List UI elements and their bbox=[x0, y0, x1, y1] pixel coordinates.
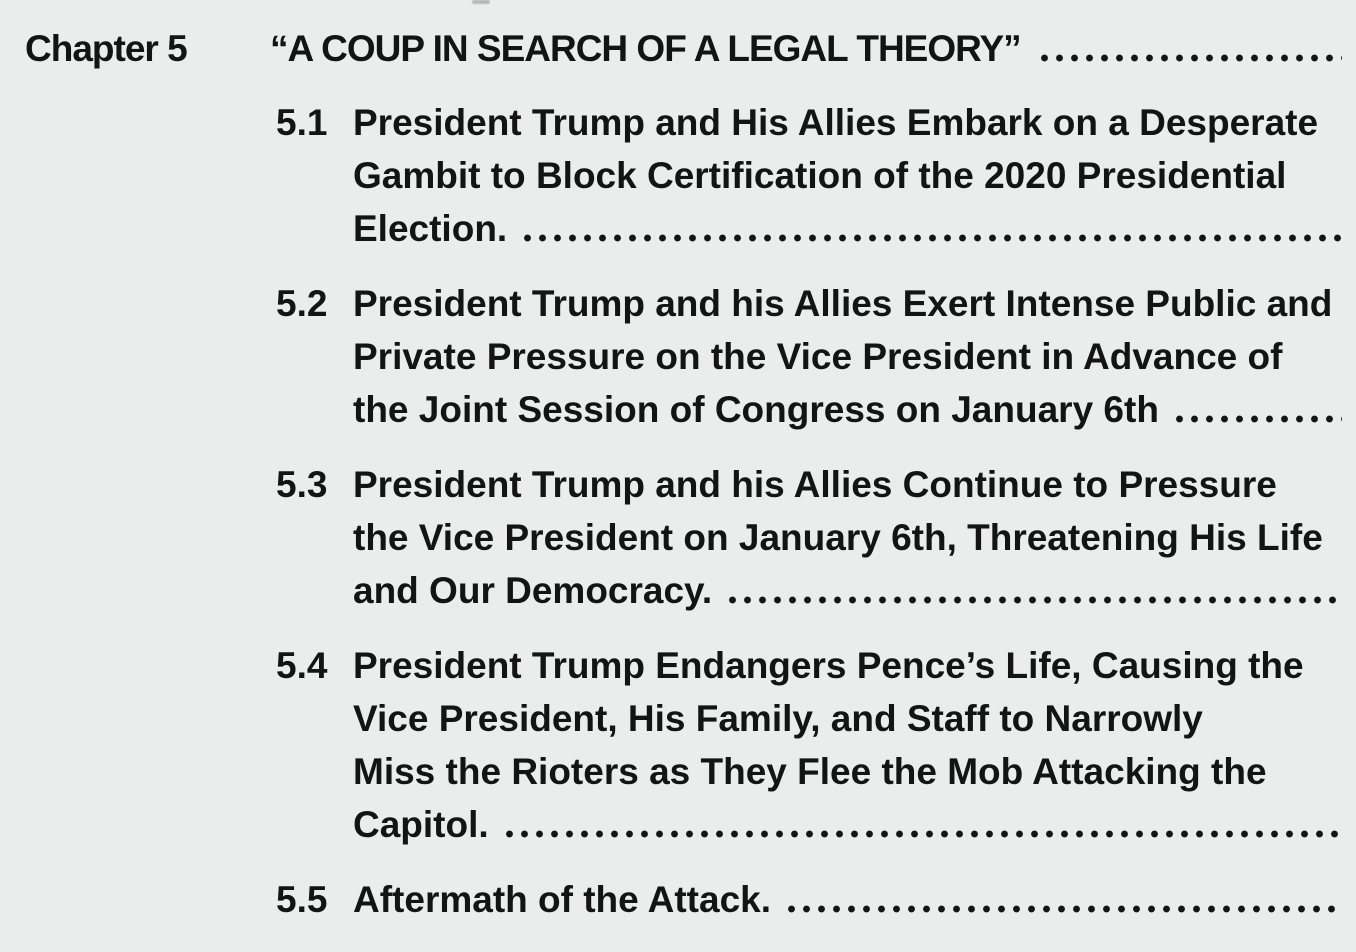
section-title-line: Aftermath of the Attack. bbox=[353, 879, 772, 920]
section-title-last-line bbox=[353, 798, 1342, 851]
section-title-line: President Trump and his Allies Continue to Pressure bbox=[353, 464, 1277, 505]
section-title-line: the Joint Session of Congress on January 6th bbox=[353, 389, 1159, 430]
leader-dots bbox=[1172, 415, 1342, 423]
scan-artifact bbox=[472, 0, 490, 4]
section-title bbox=[353, 96, 1342, 255]
section-number: 5.3 bbox=[276, 464, 328, 505]
section-title bbox=[353, 458, 1342, 617]
section-title-line: Capitol. bbox=[353, 804, 489, 845]
section-title-line: Private Pressure on the Vice President in Advance of bbox=[353, 336, 1283, 377]
section-title-line: President Trump and His Allies Embark on a Desperate bbox=[353, 102, 1319, 143]
section-number: 5.4 bbox=[276, 645, 328, 686]
chapter-title: “A COUP IN SEARCH OF A LEGAL THEORY” bbox=[270, 28, 1021, 69]
section-title-line: Vice President, His Family, and Staff to Narrowly bbox=[353, 698, 1203, 739]
toc-chapter-row bbox=[25, 24, 1342, 74]
leader-dots bbox=[502, 830, 1342, 838]
section-title-line: Miss the Rioters as They Flee the Mob Attacking the bbox=[353, 751, 1267, 792]
section-title-last-line bbox=[353, 564, 1342, 617]
chapter-label: Chapter 5 bbox=[25, 28, 187, 69]
section-number: 5.5 bbox=[276, 879, 328, 920]
toc-entry-5-4 bbox=[276, 639, 1342, 851]
section-title-last-line bbox=[353, 202, 1342, 255]
section-title-line: President Trump Endangers Pence’s Life, Causing the bbox=[353, 645, 1304, 686]
section-title-line: Election. bbox=[353, 208, 508, 249]
toc-entry-5-2 bbox=[276, 277, 1342, 436]
section-title-last-line bbox=[353, 383, 1342, 436]
section-title-line: President Trump and his Allies Exert Intense Public and bbox=[353, 283, 1333, 324]
toc-entry-5-1 bbox=[276, 96, 1342, 255]
toc-entry-5-3 bbox=[276, 458, 1342, 617]
section-title-line: the Vice President on January 6th, Threatening His Life bbox=[353, 517, 1323, 558]
section-number: 5.2 bbox=[276, 283, 328, 324]
section-number: 5.1 bbox=[276, 102, 328, 143]
section-title-line: Gambit to Block Certification of the 2020 Presidential bbox=[353, 155, 1287, 196]
section-title-line: and Our Democracy. bbox=[353, 570, 713, 611]
leader-dots bbox=[1037, 54, 1342, 62]
section-title bbox=[353, 639, 1342, 851]
leader-dots bbox=[520, 234, 1342, 242]
section-title-last-line bbox=[353, 873, 1342, 926]
leader-dots bbox=[784, 905, 1342, 913]
section-title bbox=[353, 277, 1342, 436]
toc-entry-5-5 bbox=[276, 873, 1342, 926]
section-title bbox=[353, 873, 1342, 926]
leader-dots bbox=[725, 596, 1342, 604]
